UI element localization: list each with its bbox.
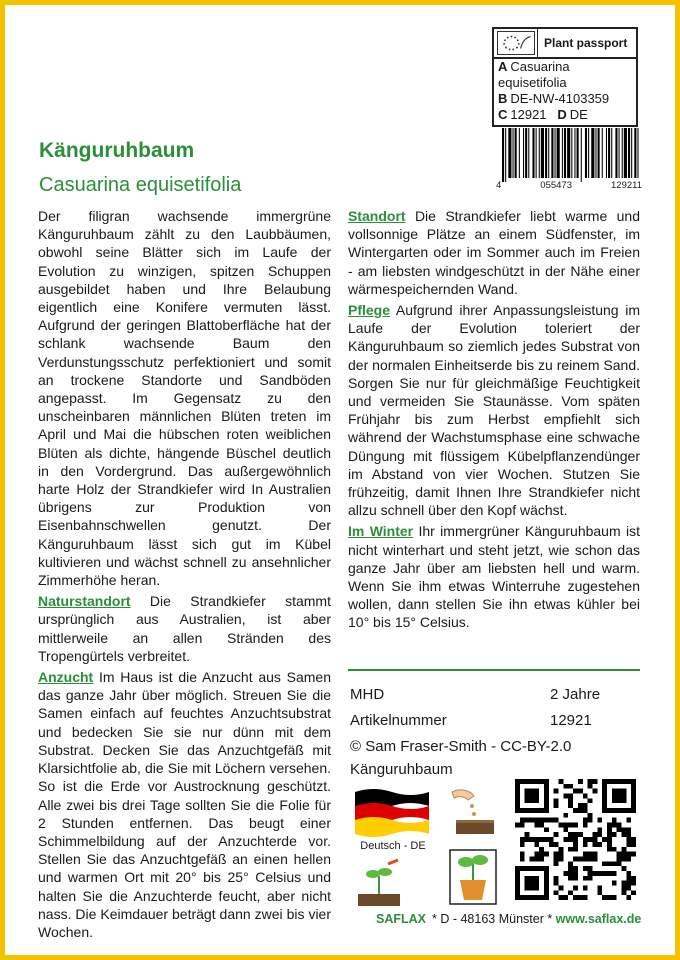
passport-key-a: A [498, 59, 508, 74]
divider [348, 669, 640, 671]
naturstandort-paragraph [38, 592, 331, 665]
qr-code [515, 779, 636, 900]
potted-seedling-icon [446, 846, 500, 908]
article-number-value: 12921 [550, 712, 592, 729]
eu-organic-leaf-icon [497, 31, 535, 55]
pflege-text: Aufgrund ihrer Anpassungsleistung im Laufe der Evolution toleriert der Känguruhbaum so ziemlich jedes Substrat von der normalen Einheitserde bis zu reinem Sand. Sorgen Sie nur für gleichmäßige Feuchtigkeit und vermeiden Sie Staunässe. Vom späten Frühjahr bis zum Herbst empfiehlt sich während der Wachstumsphase eine schwache Düngung mit flüssigem Kübelpflanzendünger im Abstand von vier Wochen. Stutzen Sie frühzeitig, damit Ihnen Ihre Strandkiefer nicht allzu schnell über den Kopf wächst. [348, 302, 640, 519]
plant-passport [492, 27, 638, 127]
footer-address: * D - 48163 Münster * [432, 912, 556, 926]
anzucht-heading: Anzucht [38, 669, 94, 686]
language-label: Deutsch - DE [360, 840, 426, 852]
passport-title: Plant passport [537, 29, 627, 57]
product-title: Känguruhbaum [39, 139, 195, 162]
species-name: Känguruhbaum [350, 761, 453, 778]
passport-value-d: DE [569, 107, 588, 122]
winter-text: Ihr immergrüner Känguruhbaum ist nicht winterhart und steht jetzt, wie schon das ganze Jahr über am liebsten hell und warm. Wenn Sie ihm etwas Winterruhe zugestehen wollen, dann stellen Sie ihn etwas kühler bei 10° bis 15° Celsius. [348, 523, 640, 631]
pflege-heading: Pflege [348, 302, 391, 319]
intro-paragraph: Der filigran wachsende immergrüne Känguruhbaum zählt zu den Laubbäumen, obwohl seine Blätter sich im Laufe der Evolution zu winzigen, spitzen Schuppen ausgebildet haben und Ihre Belaubung eigentlich eine Konifere vermuten lässt. Aufgrund der geringen Blattoberfläche hat der schlank wachsende Baum den Verdunstungsschutz perfektioniert und somit an trockene Standorte und Sandböden angepasst. Im Gegensatz zu den unscheinbaren männlichen Blüten treten im April und Mai die hübschen roten weiblichen Blüten als dichte, hängende Büschel deutlich in den Vordergrund. Das außergewöhnlich harte Holz der Strandkiefer wird In Australien übrigens zur Produktion von Eisenbahnschwellen genutzt. Der Känguruhbaum lässt sich gut im Kübel kultivieren und wächst schnell zu ansehnlicher Zimmerhöhe heran. [38, 208, 331, 589]
passport-value-a2: equisetifolia [498, 75, 567, 90]
naturstandort-text: Die Strandkiefer stammt ursprünglich aus Australien, ist aber mittlerweile an allen Stränden des Tropengürtels verbreitet. [38, 593, 331, 664]
product-latin-name: Casuarina equisetifolia [39, 174, 242, 196]
pflege-paragraph [348, 301, 640, 519]
brand-name: SAFLAX [376, 912, 426, 926]
seedling-watering-icon [352, 858, 406, 908]
barcode [500, 128, 640, 182]
naturstandort-heading: Naturstandort [38, 593, 131, 610]
barcode-digits [496, 180, 642, 191]
sowing-hand-icon [446, 784, 500, 838]
passport-key-c: C [498, 107, 508, 122]
passport-value-c: 12921 [510, 107, 547, 122]
anzucht-paragraph [38, 668, 331, 941]
mhd-label: MHD [350, 686, 385, 703]
mhd-value: 2 Jahre [550, 686, 601, 703]
standort-paragraph [348, 207, 640, 298]
description-right-column [348, 207, 640, 635]
footer [376, 912, 642, 926]
winter-paragraph [348, 522, 640, 631]
german-flag-icon [353, 784, 431, 838]
description-left-column [38, 207, 331, 944]
anzucht-text: Im Haus ist die Anzucht aus Samen das ganze Jahr über möglich. Streuen Sie die Samen einfach auf feuchtes Anzuchtsubstrat und bedecken Sie sie nur dünn mit dem Substrat. Decken Sie das Anzuchtgefäß mit Klarsichtfolie ab, die Sie mit Löchern versehen. So ist die Erde vor Austrocknung geschützt. Alle zwei bis drei Tage sollten Sie die Folie für 2 Stunden entfernen. Das beugt einer Schimmelbildung auf der Anzuchterde vor. Stellen Sie das Anzuchtgefäß an einen hellen und warmen Ort mit 20° bis 25° Celsius und halten Sie die Anzuchterde feucht, aber nicht nass. Die Keimdauer beträgt dann zwei bis vier Wochen. [38, 669, 331, 940]
passport-key-b: B [498, 91, 508, 106]
barcode-digit-left: 055473 [540, 180, 572, 191]
barcode-digit-lead: 4 [496, 180, 502, 191]
standort-text: Die Strandkiefer liebt warme und vollsonnige Plätze an einem Südfenster, im Wintergarten oder im Sommer auch im Freien - am liebsten windgeschützt in der Nähe einer wärmespeichernden Wand. [348, 208, 640, 297]
standort-heading: Standort [348, 208, 406, 224]
article-number-label: Artikelnummer [350, 712, 447, 729]
barcode-digit-right: 129211 [611, 180, 642, 191]
website-link[interactable]: www.saflax.de [555, 912, 642, 926]
passport-value-a: Casuarina [510, 59, 570, 74]
passport-key-d: D [557, 107, 567, 122]
photo-credit: © Sam Fraser-Smith - CC-BY-2.0 [350, 738, 572, 755]
passport-value-b: DE-NW-4103359 [510, 91, 610, 106]
winter-heading: Im Winter [348, 523, 414, 540]
